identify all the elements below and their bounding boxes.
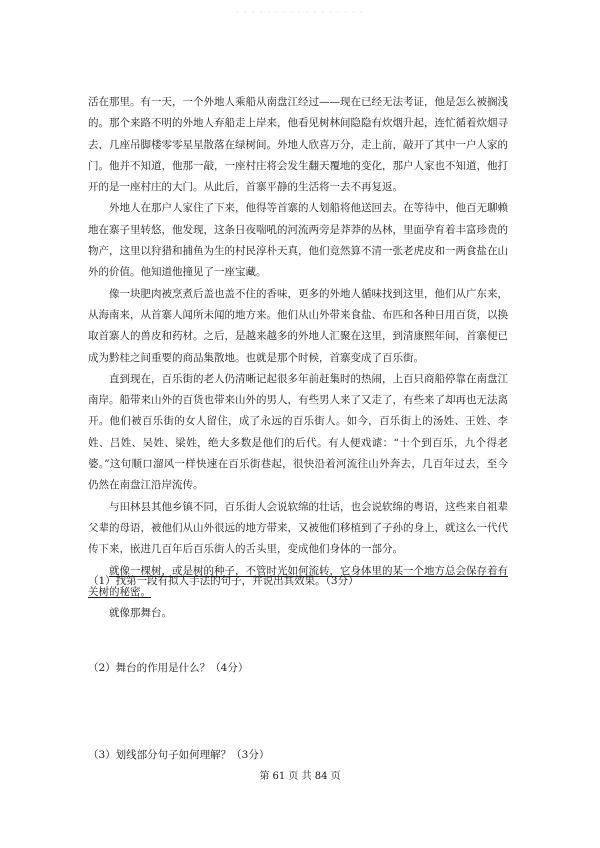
underlined-sentence: 就像一棵树，或是树的种子，不管时光如何流转，它身体里的某一个地方总会保存着有关树的秘密。 [88, 564, 508, 598]
paragraph-2: 外地人在那户人家住了下来，他得等首寨的人划船将他送回去。在等待中，他百无聊赖地在寨子里转悠，他发现，这条日夜喘吼的河流两旁是莽莽的丛林，里面孕育着丰富珍贵的物产，这里以狩猎和捕鱼为生的村民淳朴天真，他们竟然算不清一张老虎皮和一两食盐在山外的价值。他知道他撞见了一座宝藏。 [88, 202, 508, 279]
paragraph-3: 像一块肥肉被烹煮后盖也盖不住的香味，更多的外地人循味找到这里，他们从广东来，从海南来，从首寨人闻所未闻的地方来。他们从山外带来食盐、布匹和各种日用百货，以换取首寨人的兽皮和药材。之后，是越来越多的外地人汇聚在这里，到清康熙年间，首寨便已成为黔桂之间重要的商品集散地。也就是那个时候，首寨变成了百乐街。 [88, 287, 508, 364]
page-header: · · · · · · · · · · · · · · · · · [236, 8, 364, 18]
article-body [88, 92, 508, 624]
paragraph-1: 活在那里。有一天，一个外地人乘船从南盘江经过——现在已经无法考证，他是怎么被搁浅的。那个来路不明的外地人弃船走上岸来，他看见树林间隐隐有炊烟升起，连忙循着炊烟寻去，几座吊脚楼零零星星散落在绿树间。外地人欣喜万分，走上前，敲开了其中一户人家的门。他并不知道，他那一敲，一座村庄将会发生翻天覆地的变化，那户人家也不知道，他打开的是一座村庄的大门。从此后，首寨平静的生活将一去不再复返。 [88, 96, 508, 194]
paragraph-7: 就像那舞台。 [109, 607, 172, 620]
page-number: 第 61 页 共 84 页 [259, 771, 341, 782]
question-1: （1）找第一段有拟人手法的句子，并说出其效果。（3分） [88, 575, 359, 587]
question-2: （2）舞台的作用是什么？（4分） [88, 662, 249, 674]
paragraph-5: 与田林县其他乡镇不同，百乐街人会说软绵的壮话，也会说软绵的粤语，这些来自祖辈父辈的母语，被他们从山外很远的地方带来，又被他们移植到了子孙的身上，就这么一代代传下来，嵌进几百年后百乐街人的舌头里，变成他们身体的一部分。 [88, 500, 508, 556]
question-3: （3）划线部分句子如何理解？（3分） [88, 749, 270, 761]
paragraph-4: 直到现在，百乐街的老人仍清晰记起很多年前赶集时的热闹，上百只商船停靠在南盘江南岸。船带来山外的百货也带来山外的男人，有些男人来了又走了，有些来了却再也无法离开。他们被百乐街的女人留住，成了永远的百乐街人。如今，百乐街上的汤姓、王姓、李姓、吕姓、吴姓、梁姓，绝大多数是他们的后代。有人便戏谑：“十个到百乐，九个得老婆。”这句顺口溜风一样快速在百乐街巷起，很快沿着河流往山外奔去，几百年过去，至今仍然在南盘江沿岸流传。 [88, 372, 508, 492]
